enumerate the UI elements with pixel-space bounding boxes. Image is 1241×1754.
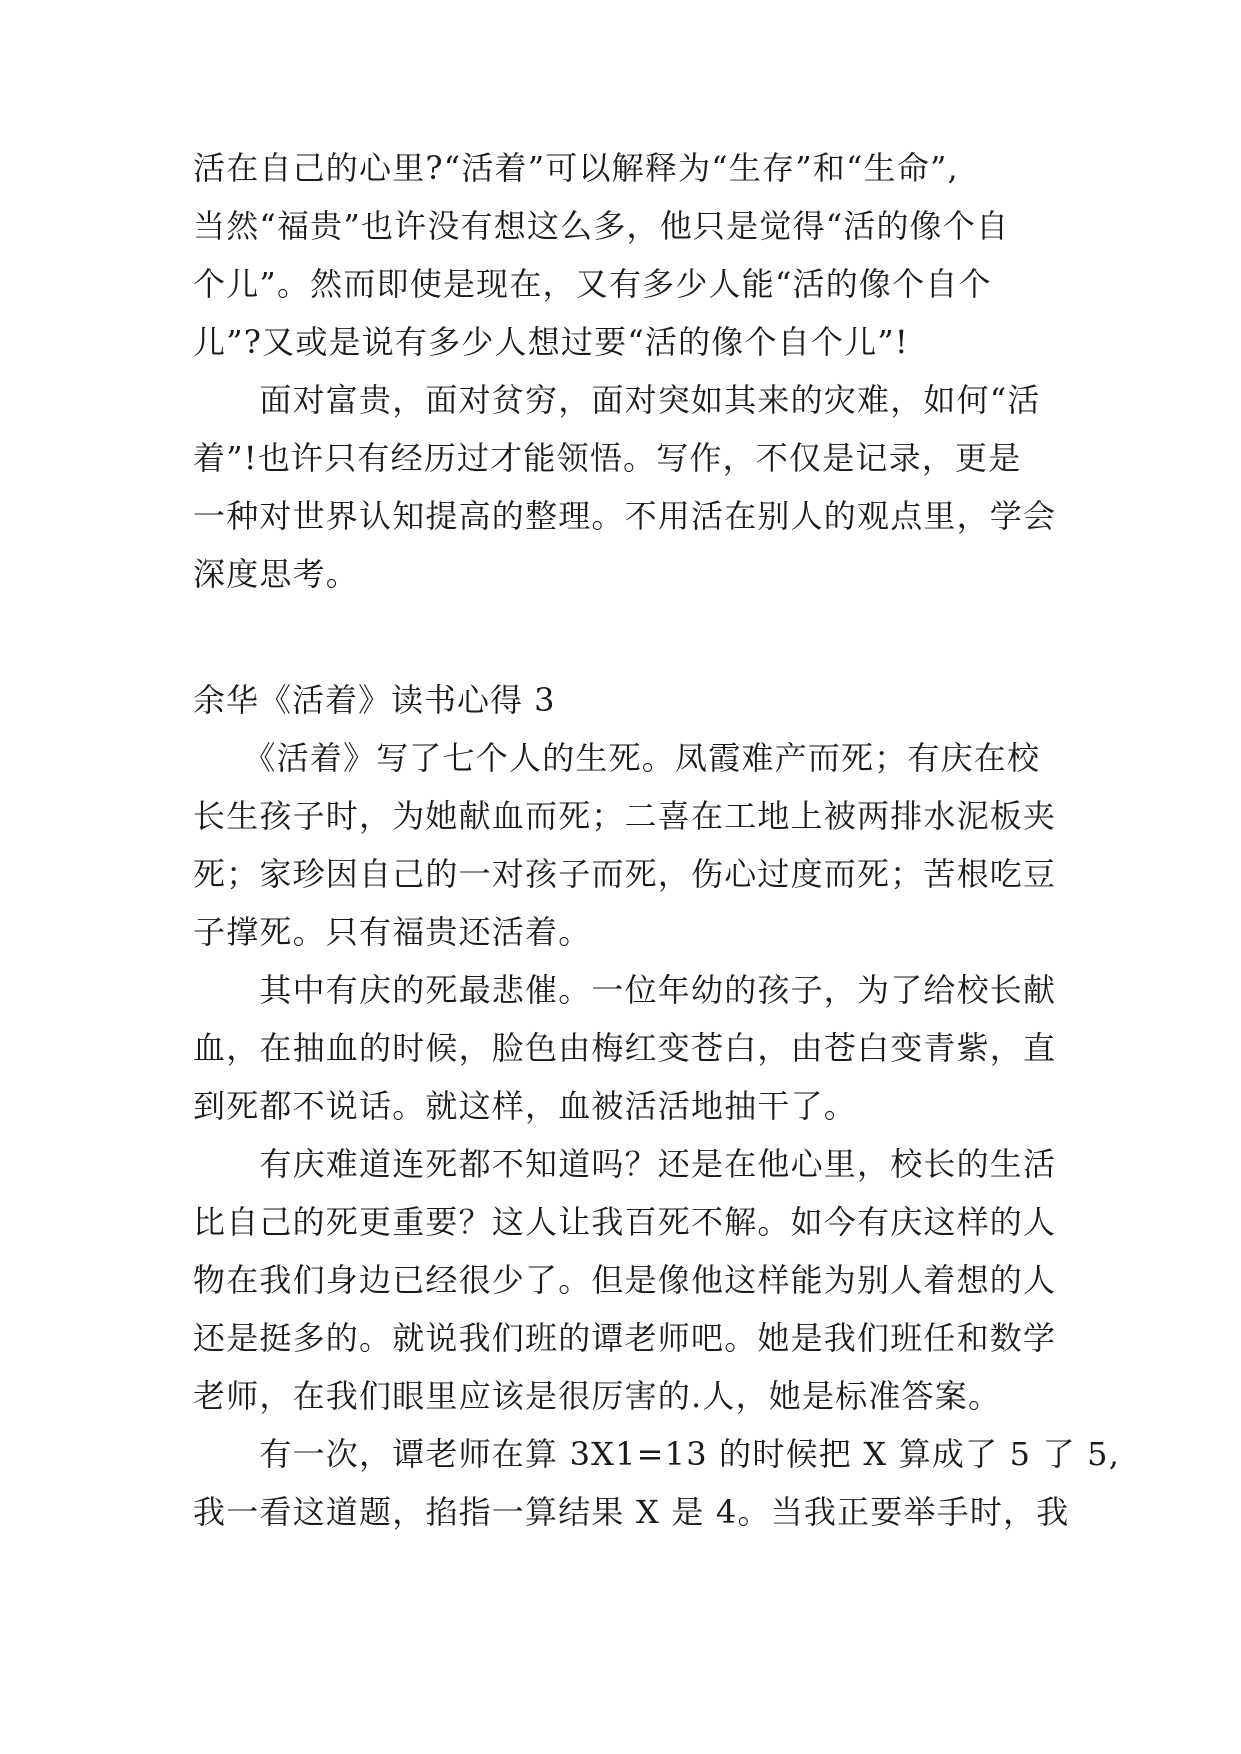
text-line: 深度思考。 [193,555,360,593]
text-line: 有庆难道连死都不知道吗？还是在他心里，校长的生活 [193,1145,1057,1183]
text-line: 到死都不说话。就这样，血被活活地抽干了。 [193,1087,858,1125]
text-line: 有一次，谭老师在算 3X1=13 的时候把 X 算成了 5 了 5, [193,1435,1121,1473]
text-line: 比自己的死更重要？这人让我百死不解。如今有庆这样的人 [193,1203,1057,1241]
text-line: 老师，在我们眼里应该是很厉害的.人，她是标准答案。 [193,1377,1002,1415]
text-line: 还是挺多的。就说我们班的谭老师吧。她是我们班任和数学 [193,1319,1057,1357]
text-line: 当然“福贵”也许没有想这么多，他只是觉得“活的像个自 [193,207,1010,245]
text-line: 着”!也许只有经历过才能领悟。写作，不仅是记录，更是 [193,439,1022,477]
text-line: 子撑死。只有福贵还活着。 [193,913,592,951]
section-heading: 余华《活着》读书心得 3 [193,681,556,719]
text-line: 长生孩子时，为她献血而死；二喜在工地上被两排水泥板夹 [193,797,1057,835]
text-line: 一种对世界认知提高的整理。不用活在别人的观点里，学会 [193,497,1057,535]
text-line: 我一看这道题，掐指一算结果 X 是 4。当我正要举手时，我 [193,1493,1070,1531]
text-line: 儿”?又或是说有多少人想过要“活的像个自个儿”! [193,323,909,361]
text-line: 物在我们身边已经很少了。但是像他这样能为别人着想的人 [193,1261,1057,1299]
text-line: 活在自己的心里?“活着”可以解释为“生存”和“生命”, [193,149,959,187]
text-line: 死；家珍因自己的一对孩子而死，伤心过度而死；苦根吃豆 [193,855,1057,893]
text-line: 面对富贵，面对贫穷，面对突如其来的灾难，如何“活 [193,381,1041,419]
text-line: 其中有庆的死最悲催。一位年幼的孩子，为了给校长献 [193,971,1057,1009]
text-line: 《活着》写了七个人的生死。凤霞难产而死；有庆在校 [193,739,1041,777]
text-line: 血，在抽血的时候，脸色由梅红变苍白，由苍白变青紫，直 [193,1029,1057,1067]
text-line: 个儿”。然而即使是现在，又有多少人能“活的像个自个 [193,265,992,303]
